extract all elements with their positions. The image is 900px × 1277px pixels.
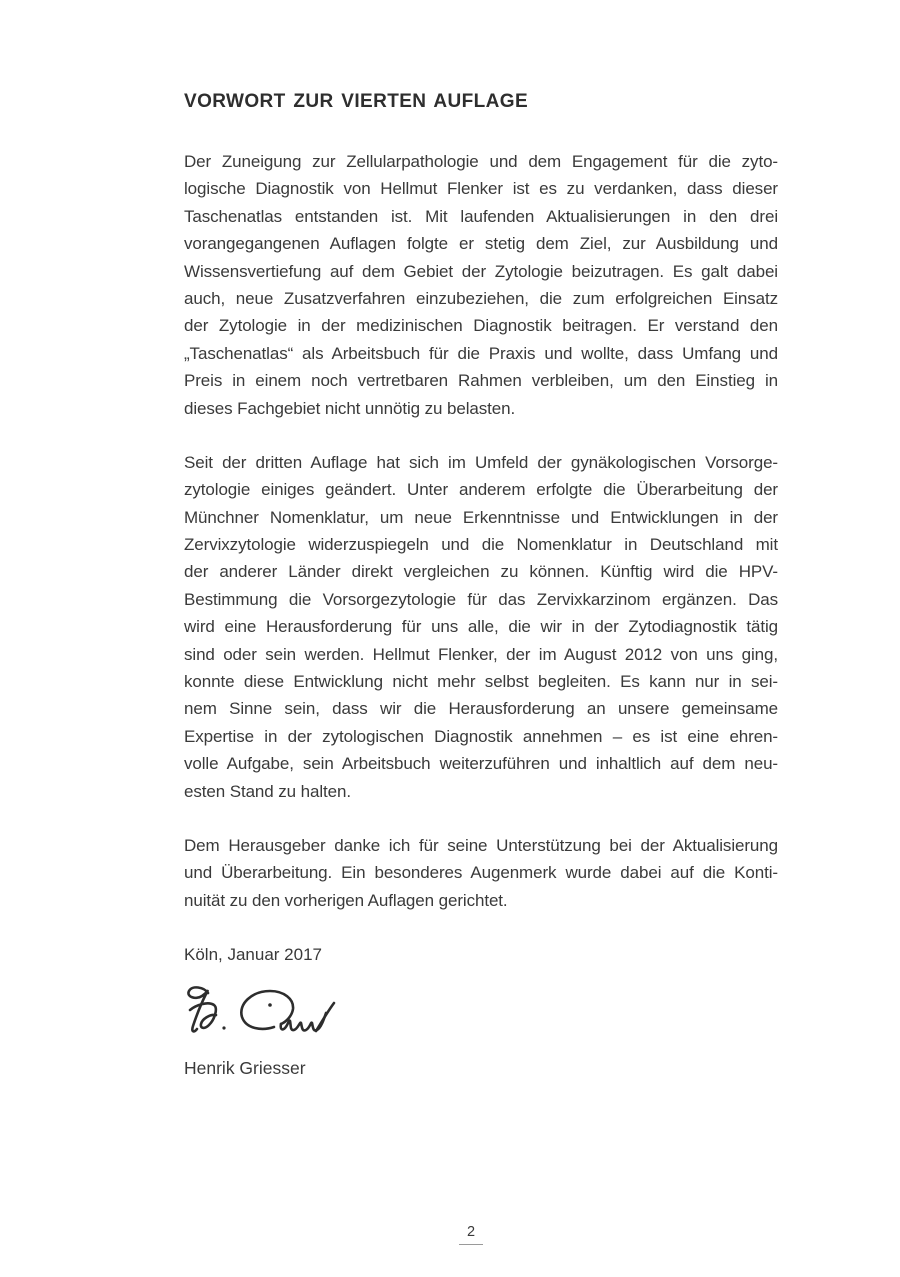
text-line: Wissensvertiefung auf dem Gebiet der Zytologie beizutragen. Es galt dabei — [184, 261, 778, 281]
signature-image — [178, 983, 346, 1047]
text-column — [184, 92, 778, 1080]
text-line: Dem Herausgeber danke ich für seine Unterstützung bei der Aktualisierung — [184, 835, 778, 855]
text-line: Zervixzytologie widerzuspiegeln und die Nomenklatur in Deutschland mit — [184, 535, 778, 555]
paragraph — [184, 148, 778, 422]
page-number-value: 2 — [459, 1223, 483, 1245]
text-line: Expertise in der zytologischen Diagnostik annehmen – es ist eine ehren- — [184, 726, 778, 746]
text-line: Bestimmung die Vorsorgezytologie für das Zervixkarzinom ergänzen. Das — [184, 589, 778, 609]
text-line: und Überarbeitung. Ein besonderes Augenmerk wurde dabei auf die Konti- — [184, 863, 778, 883]
text-line: der Zytologie in der medizinischen Diagnostik beitragen. Er verstand den — [184, 316, 778, 336]
text-line: esten Stand zu halten. — [184, 781, 351, 801]
text-line: auch, neue Zusatzverfahren einzubeziehen, die zum erfolgreichen Einsatz — [184, 288, 778, 308]
page-title: VORWORT ZUR VIERTEN AUFLAGE — [184, 91, 529, 112]
paragraph — [184, 449, 778, 805]
text-line: vorangegangenen Auflagen folgte er stetig dem Ziel, zur Ausbildung und — [184, 234, 778, 254]
text-line: konnte diese Entwicklung nicht mehr selbst begleiten. Es kann nur in sei- — [184, 672, 778, 692]
text-line: volle Aufgabe, sein Arbeitsbuch weiterzuführen und inhaltlich auf dem neu- — [184, 754, 778, 774]
text-line: dieses Fachgebiet nicht unnötig zu belasten. — [184, 398, 516, 418]
page-footer — [0, 1223, 900, 1253]
text-line: Taschenatlas entstanden ist. Mit laufenden Aktualisierungen in den drei — [184, 206, 778, 226]
text-line: Seit der dritten Auflage hat sich im Umfeld der gynäkologischen Vorsorge- — [184, 452, 778, 472]
text-line: nem Sinne sein, dass wir die Herausforderung an unsere gemeinsame — [184, 699, 778, 719]
text-line: nuität zu den vorherigen Auflagen gerichtet. — [184, 890, 508, 910]
text-line: Münchner Nomenklatur, um neue Erkenntnisse und Entwicklungen in der — [184, 507, 778, 527]
page-number — [447, 1223, 495, 1245]
signature-name: Henrik Griesser — [184, 1057, 306, 1078]
dateline: Köln, Januar 2017 — [184, 945, 322, 965]
text-line: der anderer Länder direkt vergleichen zu können. Künftig wird die HPV- — [184, 562, 778, 582]
text-line: „Taschenatlas“ als Arbeitsbuch für die Praxis und wollte, dass Umfang und — [184, 343, 778, 363]
text-line: zytologie einiges geändert. Unter anderem erfolgte die Überarbeitung der — [184, 480, 778, 500]
body-paragraphs — [184, 148, 778, 914]
text-line: Der Zuneigung zur Zellularpathologie und dem Engagement für die zyto- — [184, 152, 778, 171]
text-line: logische Diagnostik von Hellmut Flenker ist es zu verdanken, dass dieser — [184, 179, 778, 199]
text-line: sind oder sein werden. Hellmut Flenker, der im August 2012 von uns ging, — [184, 644, 778, 664]
paragraph — [184, 832, 778, 914]
text-line: Preis in einem noch vertretbaren Rahmen verbleiben, um den Einstieg in — [184, 371, 778, 391]
signature-block — [184, 983, 778, 1080]
text-line: wird eine Herausforderung für uns alle, die wir in der Zytodiagnostik tätig — [184, 617, 778, 637]
